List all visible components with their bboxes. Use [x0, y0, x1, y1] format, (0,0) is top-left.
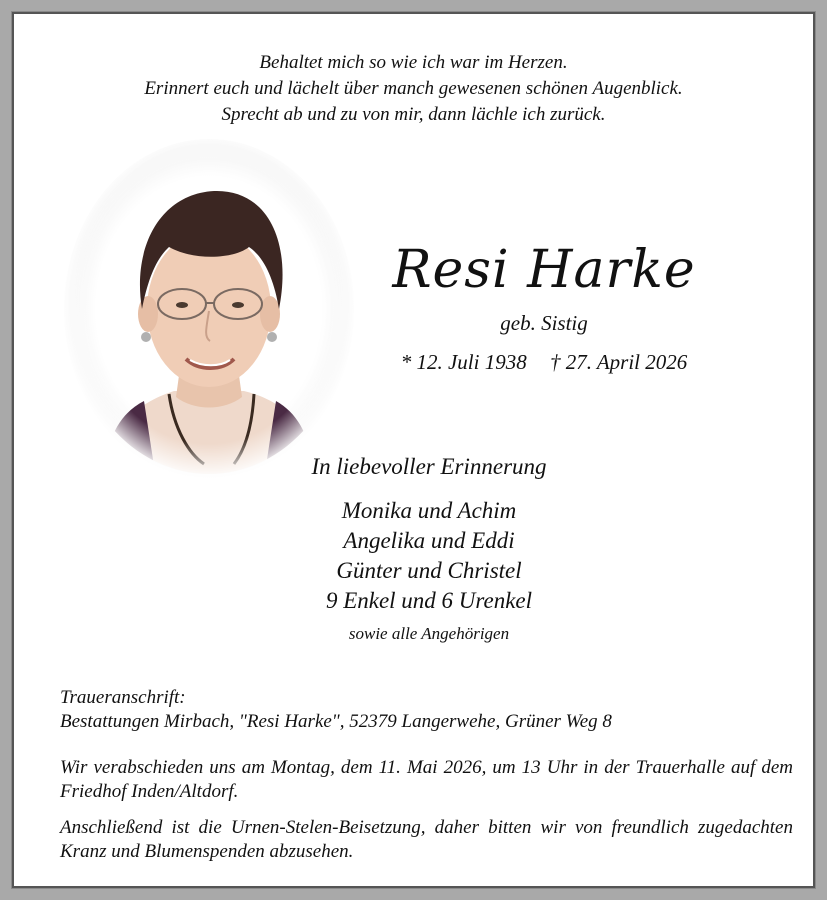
quote-line: Behaltet mich so wie ich war im Herzen.	[259, 52, 568, 73]
remembrance-intro: In liebevoller Erinnerung	[311, 454, 547, 479]
family-list	[244, 496, 614, 616]
quote-line: Sprecht ab und zu von mir, dann lächle ich zurück.	[221, 104, 606, 125]
family-entry: Monika und Achim	[341, 498, 517, 523]
maiden-name: geb. Sistig	[500, 311, 588, 335]
farewell-notice: Wir verabschieden uns am Montag, dem 11. Mai 2026, um 13 Uhr in der Trauerhalle auf dem Friedhof Inden/Altdorf.	[60, 757, 793, 802]
burial-notice: Anschließend ist die Urnen-Stelen-Beisetzung, daher bitten wir von freundlich zugedachten Kranz und Blumenspenden abzusehen.	[60, 817, 793, 862]
address-label: Traueranschrift:	[60, 687, 186, 708]
death-date: † 27. April 2026	[549, 350, 688, 374]
quote-line: Erinnert euch und lächelt über manch gewesenen schönen Augenblick.	[144, 78, 683, 99]
memorial-quote	[14, 50, 813, 128]
life-dates	[369, 350, 719, 375]
deceased-name: Resi Harke	[392, 240, 696, 300]
family-entry: Angelika und Eddi	[343, 528, 515, 553]
mourners-block	[244, 452, 614, 644]
obituary-frame	[12, 12, 815, 888]
portrait-illustration	[64, 139, 354, 479]
deceased-info	[369, 239, 719, 375]
family-entry: Günter und Christel	[336, 558, 522, 583]
other-relatives: sowie alle Angehörigen	[348, 624, 510, 643]
portrait-photo	[64, 139, 354, 479]
birth-date: * 12. Juli 1938	[400, 350, 527, 374]
mourning-address	[60, 686, 612, 734]
address-value: Bestattungen Mirbach, "Resi Harke", 52379 Langerwehe, Grüner Weg 8	[60, 711, 612, 732]
family-entry: 9 Enkel und 6 Urenkel	[325, 588, 533, 613]
